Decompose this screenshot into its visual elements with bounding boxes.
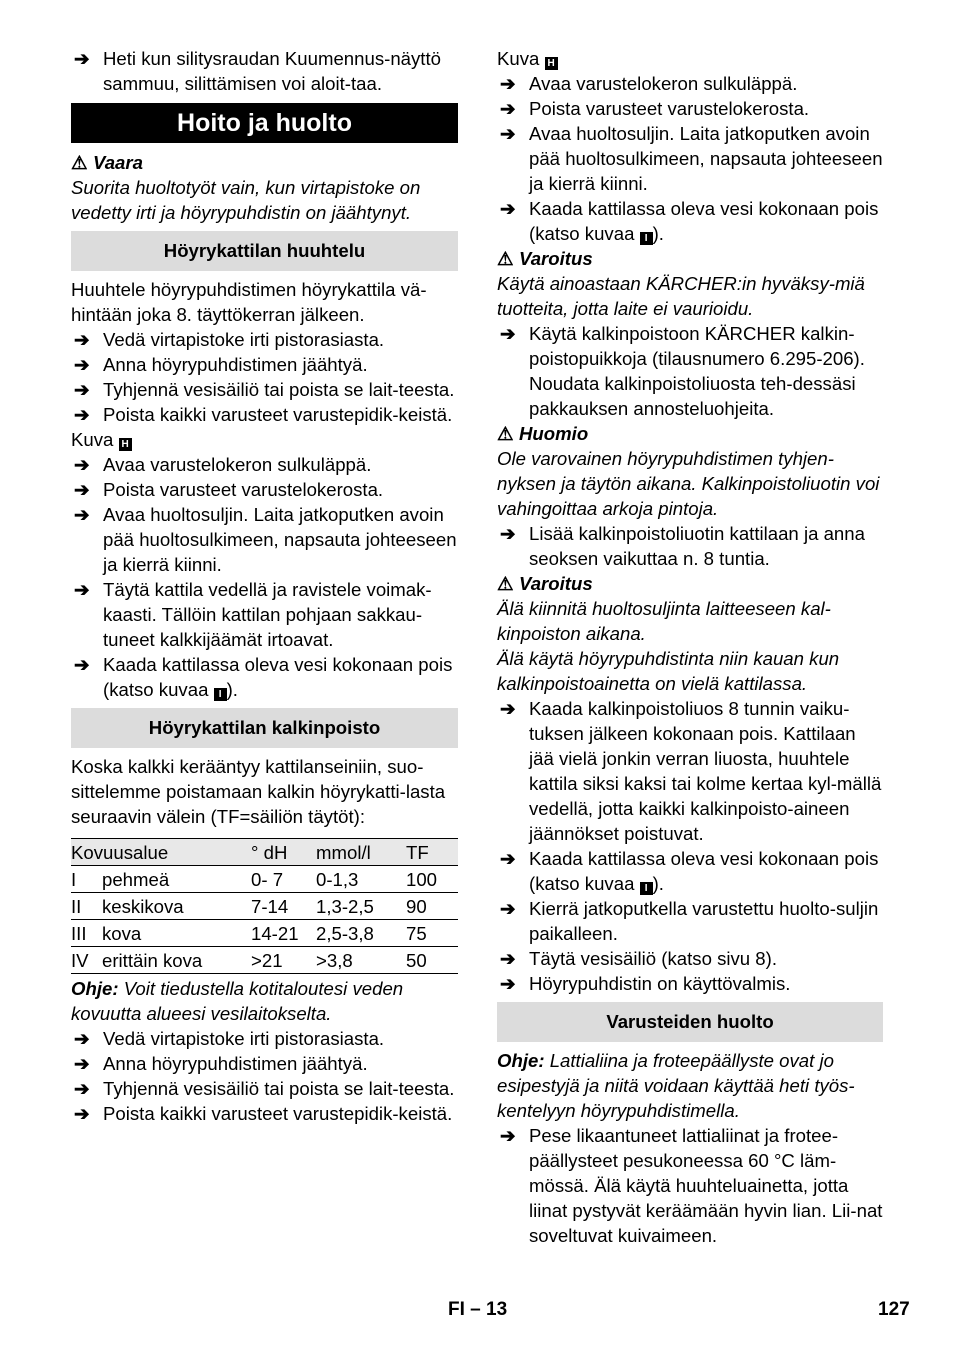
arrow-icon: ➔: [74, 404, 90, 425]
note-label: Ohje:: [497, 1050, 545, 1071]
list-item: ➔ Kaada kalkinpoistoliuos 8 tunnin vaiku-tuksen jälkeen kokonaan pois. Kattilaan jää vielä jonkin verran liuosta, huuhtele kattila siksi kaksi tai kolme kertaa kyl-mällä vedellä, jotta kaikki kalkinpoisto-aineen jäännökset poistuvat.: [500, 698, 882, 844]
list-item: ➔ Lisää kalkinpoistoliuotin kattilaan ja anna seoksen vaikuttaa n. 8 tuntia.: [500, 523, 865, 569]
column-header: Kovuusalue: [71, 839, 251, 866]
table-header-row: [71, 839, 458, 866]
table-cell: 14-21: [251, 920, 316, 947]
table-row: [71, 893, 458, 920]
section-title: Hoito ja huolto: [71, 103, 458, 143]
arrow-icon: ➔: [74, 48, 90, 69]
arrow-icon: ➔: [500, 73, 516, 94]
caution-text: Älä kiinnitä huoltosuljinta laitteeseen kal-kinpoiston aikana.: [497, 598, 831, 644]
table-cell: II: [71, 893, 102, 920]
warning-triangle-icon: ⚠: [497, 423, 514, 444]
page-number: 127: [878, 1299, 910, 1320]
list-item: ➔ Kaada kattilassa oleva vesi kokonaan pois (katso kuvaa I ).: [500, 848, 879, 894]
paragraph: Huuhtele höyrypuhdistimen höyrykattila vä-hintään joka 8. täyttökerran jälkeen.: [71, 279, 427, 325]
subsection-heading: Varusteiden huolto: [497, 1002, 883, 1042]
table-cell: 0- 7: [251, 866, 316, 893]
list-item: ➔ Poista kaikki varusteet varustepidik-keistä.: [74, 404, 453, 425]
column-header: ° dH: [251, 839, 316, 866]
caution-heading: ⚠ Varoitus: [497, 573, 593, 594]
table-row: [71, 947, 458, 974]
caution-text: Älä käytä höyrypuhdistinta niin kauan kun kalkinpoistoainetta on vielä kattilassa.: [497, 648, 840, 694]
footer-section-number: FI – 13: [448, 1299, 508, 1320]
list-item: ➔ Tyhjennä vesisäiliö tai poista se lait-teesta.: [74, 379, 455, 400]
list-item: ➔ Vedä virtapistoke irti pistorasiasta.: [74, 1028, 385, 1049]
arrow-icon: ➔: [500, 523, 516, 544]
arrow-icon: ➔: [74, 479, 90, 500]
arrow-icon: ➔: [74, 329, 90, 350]
figure-reference: Kuva H: [497, 46, 883, 71]
list-item: ➔ Anna höyrypuhdistimen jäähtyä.: [74, 354, 368, 375]
table-cell: 90: [406, 893, 458, 920]
step-text: Heti kun silitysraudan Kuumennus-näyttö sammuu, silittämisen voi aloit-taa.: [103, 48, 441, 94]
danger-text: Suorita huoltotyöt vain, kun virtapistoke on vedetty irti ja höyrypuhdistin on jäähtynyt.: [71, 177, 421, 223]
figure-i-icon: I: [640, 232, 653, 245]
table-cell: 2,5-3,8: [316, 920, 406, 947]
column-header: TF: [406, 839, 458, 866]
table-row: [71, 920, 458, 947]
note: Ohje: Lattialiina ja froteepäällyste ovat jo esipestyjä ja niitä voidaan käyttää heti työs-kentelyyn höyrypuhdistimella.: [497, 1050, 855, 1121]
list-item: ➔ Pese likaantuneet lattialiinat ja frotee-päällysteet pesukoneessa 60 °C läm-mössä. Älä käytä huuhteluainetta, jotta liinat pystyvät keräämään hyvin lian. Lii-nat soveltuvat kuivaimeen.: [500, 1125, 883, 1246]
arrow-icon: ➔: [500, 123, 516, 144]
figure-h-icon: H: [545, 57, 558, 70]
table-cell: keskikova: [102, 893, 251, 920]
warning-triangle-icon: ⚠: [497, 248, 514, 269]
arrow-icon: ➔: [500, 848, 516, 869]
warning-triangle-icon: ⚠: [497, 573, 514, 594]
table-cell: kova: [102, 920, 251, 947]
list-item: ➔ Täytä kattila vedellä ja ravistele voimak-kaasti. Tällöin kattilan pohjaan sakkau-tuneet kalkkijäämät irtoavat.: [74, 579, 432, 650]
arrow-icon: ➔: [74, 1028, 90, 1049]
arrow-icon: ➔: [74, 504, 90, 525]
arrow-icon: ➔: [74, 379, 90, 400]
table-row: [71, 866, 458, 893]
subsection-heading: Höyrykattilan huuhtelu: [71, 231, 458, 271]
figure-reference: Kuva H: [71, 427, 458, 452]
table-cell: 50: [406, 947, 458, 974]
arrow-icon: ➔: [500, 948, 516, 969]
table-cell: 1,3-2,5: [316, 893, 406, 920]
figure-i-icon: I: [640, 882, 653, 895]
table-cell: III: [71, 920, 102, 947]
caution-text: Käytä ainoastaan KÄRCHER:in hyväksy-miä tuotteita, jotta laite ei vaurioidu.: [497, 273, 865, 319]
table-cell: 0-1,3: [316, 866, 406, 893]
arrow-icon: ➔: [74, 579, 90, 600]
list-item: ➔ Anna höyrypuhdistimen jäähtyä.: [74, 1053, 368, 1074]
arrow-icon: ➔: [500, 898, 516, 919]
list-item: ➔ Poista varusteet varustelokerosta.: [500, 98, 810, 119]
table-cell: IV: [71, 947, 102, 974]
table-cell: 7-14: [251, 893, 316, 920]
right-column: [497, 46, 883, 1248]
list-item: ➔ Kaada kattilassa oleva vesi kokonaan pois (katso kuvaa I ).: [500, 198, 879, 244]
arrow-icon: ➔: [500, 698, 516, 719]
table-cell: erittäin kova: [102, 947, 251, 974]
figure-h-icon: H: [119, 438, 132, 451]
list-item: ➔ Avaa huoltosuljin. Laita jatkoputken avoin pää huoltosulkimeen, napsauta johteeseen ja kierrä kiinni.: [74, 504, 457, 575]
table-cell: >21: [251, 947, 316, 974]
arrow-icon: ➔: [500, 323, 516, 344]
list-item: [71, 46, 458, 96]
list-item: ➔ Avaa huoltosuljin. Laita jatkoputken avoin pää huoltosulkimeen, napsauta johteeseen ja kierrä kiinni.: [500, 123, 883, 194]
figure-i-icon: I: [214, 688, 227, 701]
list-item: ➔ Täytä vesisäiliö (katso sivu 8).: [500, 948, 778, 969]
arrow-icon: ➔: [74, 354, 90, 375]
caution-heading: ⚠ Varoitus: [497, 248, 593, 269]
arrow-icon: ➔: [500, 98, 516, 119]
danger-heading: ⚠ Vaara: [71, 152, 143, 173]
table-cell: pehmeä: [102, 866, 251, 893]
list-item: ➔ Poista kaikki varusteet varustepidik-keistä.: [74, 1103, 453, 1124]
column-header: mmol/l: [316, 839, 406, 866]
warning-triangle-icon: ⚠: [71, 152, 88, 173]
list-item: ➔ Avaa varustelokeron sulkuläppä.: [500, 73, 798, 94]
left-column: [71, 46, 458, 1126]
attention-text: Ole varovainen höyrypuhdistimen tyhjen-nyksen ja täytön aikana. Kalkinpoistoliuotin voi vahingoittaa arkoja pintoja.: [497, 448, 880, 519]
list-item: ➔ Poista varusteet varustelokerosta.: [74, 479, 384, 500]
water-hardness-table: [71, 838, 458, 974]
arrow-icon: ➔: [500, 1125, 516, 1146]
note-label: Ohje:: [71, 978, 119, 999]
list-item: ➔ Vedä virtapistoke irti pistorasiasta.: [74, 329, 385, 350]
list-item: ➔ Höyrypuhdistin on käyttövalmis.: [500, 973, 791, 994]
list-item: ➔ Kaada kattilassa oleva vesi kokonaan pois (katso kuvaa I ).: [74, 654, 453, 700]
list-item: ➔ Avaa varustelokeron sulkuläppä.: [74, 454, 372, 475]
list-item: ➔ Käytä kalkinpoistoon KÄRCHER kalkin-poistopuikkoja (tilausnumero 6.295-206). Noudata kalkinpoistoliuosta teh-dessäsi pakkauksen annosteluohjeita.: [500, 323, 865, 419]
paragraph: Koska kalkki kerääntyy kattilanseiniin, suo-sittelemme poistamaan kalkin höyrykatti-lasta seuraavin välein (TF=säiliön täytöt):: [71, 756, 446, 827]
arrow-icon: ➔: [74, 654, 90, 675]
arrow-icon: ➔: [74, 1078, 90, 1099]
arrow-icon: ➔: [74, 1103, 90, 1124]
list-item: ➔ Tyhjennä vesisäiliö tai poista se lait-teesta.: [74, 1078, 455, 1099]
list-item: ➔ Kierrä jatkoputkella varustettu huolto-suljin paikalleen.: [500, 898, 879, 944]
subsection-heading: Höyrykattilan kalkinpoisto: [71, 708, 458, 748]
note: Ohje: Voit tiedustella kotitaloutesi veden kovuutta alueesi vesilaitokselta.: [71, 978, 404, 1024]
table-cell: 100: [406, 866, 458, 893]
table-cell: I: [71, 866, 102, 893]
table-cell: 75: [406, 920, 458, 947]
arrow-icon: ➔: [74, 1053, 90, 1074]
arrow-icon: ➔: [74, 454, 90, 475]
arrow-icon: ➔: [500, 973, 516, 994]
table-cell: >3,8: [316, 947, 406, 974]
arrow-icon: ➔: [500, 198, 516, 219]
attention-heading: ⚠ Huomio: [497, 423, 589, 444]
